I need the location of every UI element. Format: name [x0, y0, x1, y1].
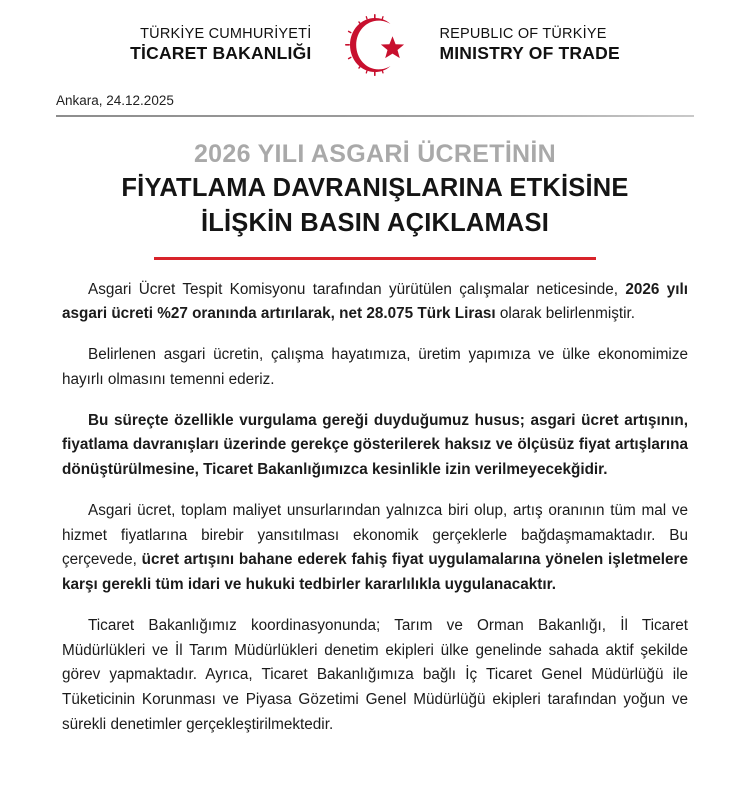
emphasis-text: Bu süreçte özellikle vurgulama gereği duyduğumuz husus; asgari ücret artışının, fiyatlama davranışları üzerinde gerekçe gösterilerek haksız ve ölçüsüz fiyat artışlarına dönüştürülmesine, Ticaret Bakanlığımızca kesinlikle izin verilmeyecekğidir. — [62, 411, 688, 479]
date-text: Ankara, 24.12.2025 — [56, 93, 174, 108]
body-text-run: Ticaret Bakanlığımız koordinasyonunda; Tarım ve Orman Bakanlığı, İl Ticaret Müdürlükleri ve İl Tarım Müdürlükleri denetim ekipleri ülke genelinde sahada aktif şekilde görev yapmaktadır. Ayrıca, Ticaret Bakanlığımıza bağlı İç Ticaret Genel Müdürlüğü ile Tüketicinin Korunması ve Piyasa Gözetimi Genel Müdürlüğü ekipleri tarafından yoğun ve sürekli denetimler gerçekleştirilmektedir. — [62, 616, 688, 734]
title-line-1: 2026 YILI ASGARİ ÜCRETİNİN — [193, 140, 557, 168]
header-ministry-en: MINISTRY OF TRADE — [439, 43, 620, 64]
turkish-crescent-star-emblem — [329, 14, 421, 76]
paragraph-3 — [62, 409, 688, 483]
header-left-turkish — [130, 25, 329, 65]
body-text-run: Asgari Ücret Tespit Komisyonu tarafından yürütülen çalışmalar neticesinde, — [88, 280, 626, 298]
title-line-2: FİYATLAMA DAVRANIŞLARINA ETKİSİNE — [121, 174, 629, 203]
footer-spacer — [0, 754, 750, 784]
header-divider — [56, 115, 694, 117]
paragraph-1 — [62, 278, 688, 328]
body-text-run: olarak belirlenmiştir. — [495, 305, 636, 323]
emphasis-text: 2026 yılı asgari ücreti %27 oranında artırılarak, net 28.075 Türk Lirası — [62, 280, 688, 323]
paragraph-2 — [62, 343, 688, 393]
header-country-en: REPUBLIC OF TÜRKİYE — [439, 26, 607, 42]
body-text-run: Belirlenen asgari ücretin, çalışma hayatımıza, üretim yapımıza ve ülke ekonomimize hayırlı olmasını temenni ederiz. — [62, 346, 688, 388]
title-block — [0, 139, 750, 260]
header-country-tr: TÜRKİYE CUMHURİYETİ — [140, 26, 312, 42]
document-header — [0, 0, 750, 82]
header-ministry-tr: TİCARET BAKANLIĞI — [130, 43, 312, 64]
document-body — [0, 278, 750, 738]
paragraph-5 — [62, 614, 688, 738]
date-row — [0, 92, 750, 117]
emphasis-text: ücret artışını bahane ederek fahiş fiyat uygulamalarına yönelen işletmelere karşı gerekli tüm idari ve hukuki tedbirler kararlılıkla uygulanacaktır. — [62, 551, 688, 594]
title-underline — [154, 257, 596, 260]
title-line-3: İLİŞKİN BASIN AÇIKLAMASI — [200, 209, 550, 238]
header-right-english — [421, 25, 619, 65]
paragraph-4 — [62, 499, 688, 598]
body-text-run: Asgari ücret, toplam maliyet unsurlarından yalnızca biri olup, artış oranının tüm mal ve hizmet fiyatlarına birebir yansıtılması ekonomik gerçeklerle bağdaşmamaktadır. Bu çerçevede, — [62, 501, 688, 569]
